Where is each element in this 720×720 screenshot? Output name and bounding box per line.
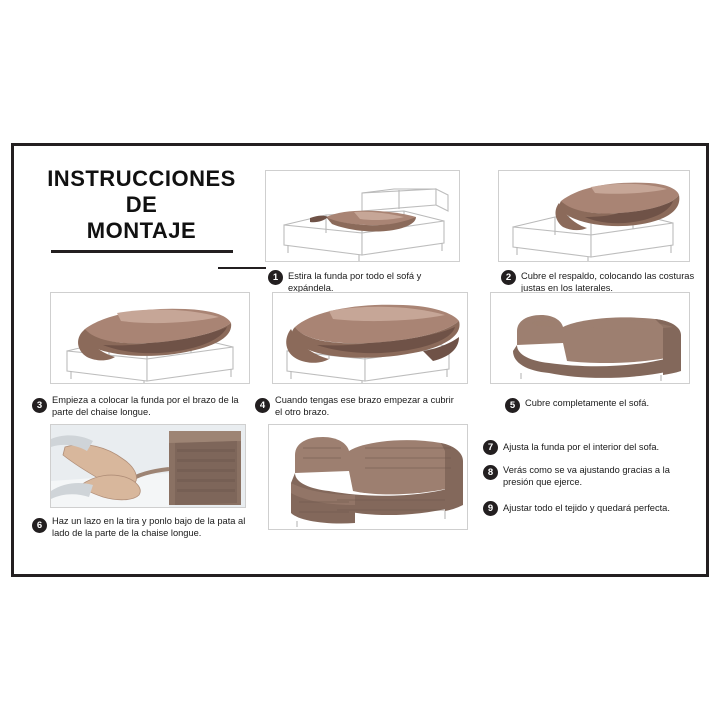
illustration-step-2 bbox=[498, 170, 690, 262]
step-caption-4: Cuando tengas ese brazo empezar a cubrir el otro brazo. bbox=[275, 395, 454, 417]
step-badge-3: 3 bbox=[32, 398, 47, 413]
illustration-step-5 bbox=[490, 292, 690, 384]
step-badge-4: 4 bbox=[255, 398, 270, 413]
title-underline bbox=[51, 250, 233, 253]
step-badge-6: 6 bbox=[32, 518, 47, 533]
step-badge-9: 9 bbox=[483, 501, 498, 516]
illustration-step-1 bbox=[265, 170, 460, 262]
illustration-step-9 bbox=[268, 424, 468, 530]
step-badge-2: 2 bbox=[501, 270, 516, 285]
step-badge-1: 1 bbox=[268, 270, 283, 285]
illustration-step-6 bbox=[50, 424, 246, 508]
title-line-3: MONTAJE bbox=[86, 218, 197, 243]
page-title bbox=[34, 166, 249, 253]
step-caption-9: Ajustar todo el tejido y quedará perfecta. bbox=[503, 503, 670, 513]
leader-title-to-step-1 bbox=[218, 267, 266, 269]
step-badge-7: 7 bbox=[483, 440, 498, 455]
instruction-card-inner bbox=[20, 152, 700, 568]
step-caption-2: Cubre el respaldo, colocando las costuras justas en los laterales. bbox=[521, 271, 695, 293]
title-line-1: INSTRUCCIONES bbox=[47, 166, 236, 191]
step-caption-1: Estira la funda por todo el sofá y expándela. bbox=[288, 271, 422, 293]
instruction-card bbox=[11, 143, 709, 577]
step-caption-7: Ajusta la funda por el interior del sofa. bbox=[503, 442, 660, 452]
illustration-step-4 bbox=[272, 292, 468, 384]
step-caption-8: Verás como se va ajustando gracias a la presión que ejerce. bbox=[503, 465, 670, 487]
step-caption-3: Empieza a colocar la funda por el brazo de la parte del chaise longue. bbox=[52, 395, 239, 417]
step-caption-6: Haz un lazo en la tira y ponlo bajo de la pata al lado de la parte de la chaise longue. bbox=[52, 516, 246, 538]
step-badge-5: 5 bbox=[505, 398, 520, 413]
step-caption-5: Cubre completamente el sofá. bbox=[525, 398, 650, 408]
illustration-step-3 bbox=[50, 292, 250, 384]
step-badge-8: 8 bbox=[483, 465, 498, 480]
title-line-2: DE bbox=[125, 192, 158, 217]
